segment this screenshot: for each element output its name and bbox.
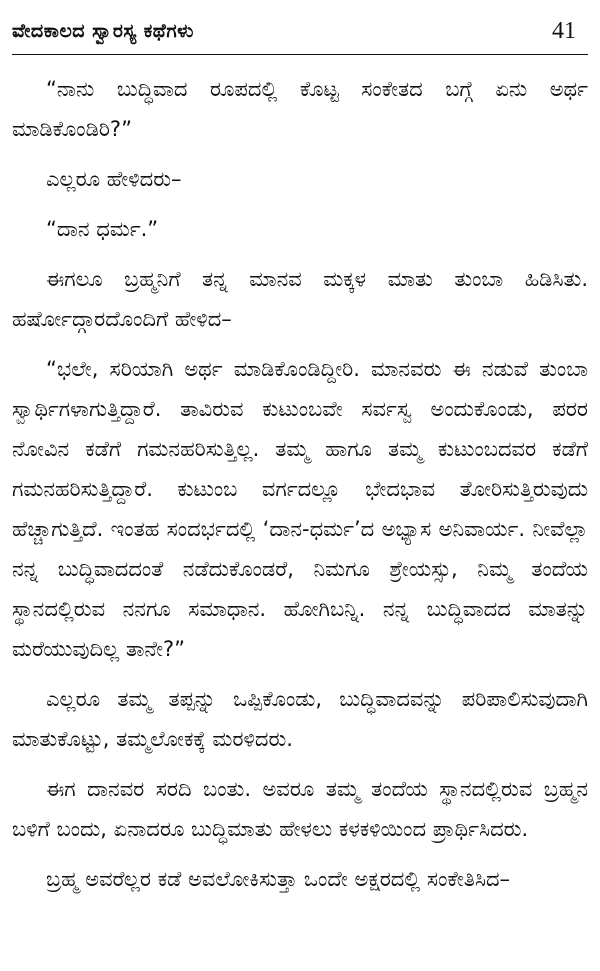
paragraph: ಬ್ರಹ್ಮ ಅವರೆಲ್ಲರ ಕಡೆ ಅವಲೋಕಿಸುತ್ತಾ ಒಂದೇ ಅಕ್ಷರದಲ್ಲಿ ಸಂಕೇತಿಸಿದ–	[46, 867, 511, 891]
book-title: ವೇದಕಾಲದ ಸ್ವಾರಸ್ಯ ಕಥೆಗಳು	[12, 20, 194, 42]
page-number: 41	[552, 18, 576, 44]
paragraph: ಎಲ್ಲರೂ ತಮ್ಮ ತಪ್ಪನ್ನು ಒಪ್ಪಿಕೊಂಡು, ಬುದ್ಧಿವಾದವನ್ನು ಪರಿಪಾಲಿಸುವುದಾಗಿ ಮಾತುಕೊಟ್ಟು, ತಮ್ಮಲೋಕಕ್ಕೆ ಮರಳಿದರು.	[12, 687, 588, 751]
body-text	[12, 69, 588, 899]
running-header	[12, 14, 588, 55]
paragraph: ಎಲ್ಲರೂ ಹೇಳಿದರು–	[46, 167, 182, 191]
paragraph: “ನಾನು ಬುದ್ಧಿವಾದ ರೂಪದಲ್ಲಿ ಕೊಟ್ಟ ಸಂಕೇತದ ಬಗ್ಗೆ ಏನು ಅರ್ಥ ಮಾಡಿಕೊಂಡಿರಿ?”	[12, 77, 588, 141]
paragraph: ಈಗಲೂ ಬ್ರಹ್ಮನಿಗೆ ತನ್ನ ಮಾನವ ಮಕ್ಕಳ ಮಾತು ತುಂಬಾ ಹಿಡಿಸಿತು. ಹರ್ಷೋದ್ಗಾರದೊಂದಿಗೆ ಹೇಳಿದ–	[12, 267, 588, 331]
paragraph: “ಭಲೇ, ಸರಿಯಾಗಿ ಅರ್ಥ ಮಾಡಿಕೊಂಡಿದ್ದೀರಿ. ಮಾನವರು ಈ ನಡುವೆ ತುಂಬಾ ಸ್ವಾರ್ಥಿಗಳಾಗುತ್ತಿದ್ದಾರೆ. ತಾವಿರುವ ಕುಟುಂಬವೇ ಸರ್ವಸ್ವ ಅಂದುಕೊಂಡು, ಪರರ ನೋವಿನ ಕಡೆಗೆ ಗಮನಹರಿಸುತ್ತಿಲ್ಲ. ತಮ್ಮ ಹಾಗೂ ತಮ್ಮ ಕುಟುಂಬದವರ ಕಡೆಗೆ ಗಮನಹರಿಸುತ್ತಿದ್ದಾರೆ. ಕುಟುಂಬ ವರ್ಗದಲ್ಲೂ ಭೇದಭಾವ ತೋರಿಸುತ್ತಿರುವುದು ಹೆಚ್ಚಾಗುತ್ತಿದೆ. ಇಂತಹ ಸಂದರ್ಭದಲ್ಲಿ ‘ದಾನ-ಧರ್ಮ’ದ ಅಭ್ಯಾಸ ಅನಿವಾರ್ಯ. ನೀವೆಲ್ಲಾ ನನ್ನ ಬುದ್ಧಿವಾದದಂತೆ ನಡೆದುಕೊಂಡರೆ, ನಿಮಗೂ ಶ್ರೇಯಸ್ಸು, ನಿಮ್ಮ ತಂದೆಯ ಸ್ಥಾನದಲ್ಲಿರುವ ನನಗೂ ಸಮಾಧಾನ. ಹೋಗಿಬನ್ನಿ. ನನ್ನ ಬುದ್ಧಿವಾದದ ಮಾತನ್ನು ಮರೆಯುವುದಿಲ್ಲ ತಾನೇ?”	[12, 357, 588, 661]
paragraph: “ದಾನ ಧರ್ಮ.”	[46, 217, 159, 241]
paragraph: ಈಗ ದಾನವರ ಸರದಿ ಬಂತು. ಅವರೂ ತಮ್ಮ ತಂದೆಯ ಸ್ಥಾನದಲ್ಲಿರುವ ಬ್ರಹ್ಮನ ಬಳಿಗೆ ಬಂದು, ಏನಾದರೂ ಬುದ್ಧಿಮಾತು ಹೇಳಲು ಕಳಕಳಿಯಿಂದ ಪ್ರಾರ್ಥಿಸಿದರು.	[12, 777, 588, 841]
